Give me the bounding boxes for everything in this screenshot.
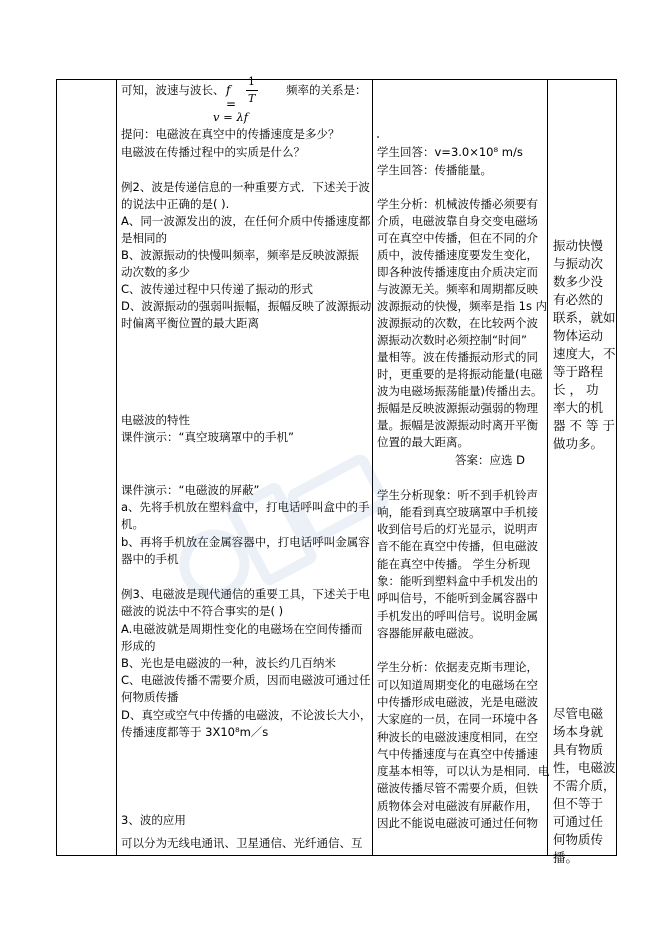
text-line: 课件演示：“电磁波的屏蔽”: [121, 483, 260, 497]
text-line: 磁波传播尽管不需要介质，但铁: [377, 781, 538, 795]
text-line: 机。: [121, 517, 144, 531]
text-line: 可以知道周期变化的电磁场在空: [377, 678, 538, 692]
text-line: 学生分析：依据麦克斯韦理论，: [377, 660, 538, 674]
text-line: 象：能听到塑料盒中手机发出的: [377, 574, 538, 588]
text-line: 度基本相等，可以认为是相同．电: [377, 764, 550, 778]
text-line: 尽管电磁: [553, 706, 604, 721]
text-line: 可在真空中传播，但在不同的介: [377, 231, 538, 245]
text-line: 例2、波是传递信息的一种重要方式．下述关于波: [121, 180, 370, 194]
text-line: 例3、电磁波是现代通信的重要工具，下述关于电: [121, 587, 370, 601]
formula-numerator: 1: [248, 75, 255, 88]
text-line: 具有物质: [553, 742, 604, 757]
text-line: 手机发出的呼叫信号。说明金属: [377, 609, 538, 623]
text-line: 波为电磁场振荡能量)传播出去。: [377, 384, 543, 398]
text-line: 有必然的: [553, 292, 604, 307]
text-line: D、真空或空气中传播的电磁波，不论波长大小，: [121, 708, 372, 722]
text-line: 不需介质，: [553, 778, 616, 793]
text-line: 时，更重要的是将振动能量(电磁: [377, 367, 543, 381]
text-line: 时偏离平衡位置的最大距离: [121, 316, 259, 330]
text-line: 频率的关系是：: [286, 83, 367, 97]
text-line: 形成的: [121, 639, 156, 653]
text-line: 即各种波传播速度由介质决定而: [377, 265, 538, 279]
text-line: 与振动次: [553, 256, 604, 271]
text-line: 磁波的说法中不符合事实的是( ): [121, 604, 284, 618]
wave-equation: v = λf: [213, 110, 248, 124]
student-activity-cell: [373, 80, 550, 855]
text-line: 学生分析：机械波传播必须要有: [377, 197, 538, 211]
text-line: 容器能屏蔽电磁波。: [377, 626, 481, 640]
text-line: B、波源振动的快慢叫频率，频率是反映波源振: [121, 248, 359, 262]
text-line: 音不能在真空中传播，但电磁波: [377, 539, 538, 553]
text-line: 呼叫信号，不能听到金属容器中: [377, 591, 538, 605]
text-line: 何物质传播: [121, 690, 179, 704]
answer-line: 答案：应选 D: [455, 453, 526, 467]
text-line: 可知，波速与波长、: [121, 83, 225, 97]
text-line: 长 ， 功: [553, 382, 599, 397]
formula-lhs: f =: [226, 83, 237, 111]
text-line: a、先将手机放在塑料盒中，打电话呼叫盒中的手: [121, 500, 370, 514]
text-line: 联系，就如: [553, 310, 616, 325]
text-line: 收到信号后的灯光显示，说明声: [377, 522, 538, 536]
text-line: 学生回答：传播能量。: [377, 163, 492, 177]
text-line: 量相等。波在传播振动形式的同: [377, 350, 538, 364]
text-line: 学生回答：v=3.0×10⁸ m/s: [377, 145, 523, 159]
text-line: 质中，波传播速度要发生变化，: [377, 248, 538, 262]
text-line: 大家庭的一员，在同一环境中各: [377, 712, 538, 726]
text-line: 但不等于: [553, 796, 604, 811]
text-line: 速度大，不: [553, 346, 616, 361]
text-line: 播。: [553, 850, 579, 865]
text-line: 动次数的多少: [121, 265, 190, 279]
text-line: A.电磁波就是周期性变化的电磁场在空间传播而: [121, 622, 363, 636]
design-notes-cell: [548, 80, 618, 865]
text-line: 可以分为无线电通讯、卫星通信、光纤通信、互: [121, 836, 363, 850]
text-line: 质物体会对电磁波有屏蔽作用，: [377, 799, 538, 813]
text-line: 的说法中正确的是( ).: [121, 197, 230, 211]
text-line: 能在真空中传播。 学生分析现: [377, 557, 531, 571]
text-line: 提问：电磁波在真空中的传播速度是多少？: [121, 127, 340, 141]
text-line: 是相同的: [121, 231, 167, 245]
text-line: 气中传播速度与在真空中传播速: [377, 747, 538, 761]
text-line: A、同一波源发出的波，在任何介质中传播速度都: [121, 214, 371, 228]
text-line: 数多少没: [553, 274, 604, 289]
left-margin-cell: [57, 80, 116, 855]
text-line: 器 不 等 于: [553, 418, 615, 433]
text-line: B、光也是电磁波的一种，波长约几百纳米: [121, 656, 336, 670]
text-line: C、波传递过程中只传递了振动的形式: [121, 282, 314, 296]
text-line: 中传播形成电磁波，光是电磁波: [377, 695, 538, 709]
text-line: 波源振动的快慢，频率是指 1s 内: [377, 299, 548, 313]
fraction-bar: [246, 90, 258, 91]
text-line: b、再将手机放在金属容器中，打电话呼叫金属容: [121, 535, 370, 549]
text-line: 传播速度都等于 3X10⁸m／s: [121, 725, 269, 739]
text-line: 物体运动: [553, 328, 604, 343]
text-line: 可通过任: [553, 814, 604, 829]
text-line: 波源振动的次数，在比较两个波: [377, 316, 538, 330]
text-line: 学生分析现象：听不到手机铃声: [377, 488, 538, 502]
text-line: 振幅是反映波源振动强弱的物理: [377, 401, 538, 415]
text-line: 介质，电磁波靠自身交变电磁场: [377, 214, 538, 228]
text-line: D、波源振动的强弱叫振幅，振幅反映了波源振动: [121, 299, 372, 313]
text-line: 响，能看到真空玻璃罩中手机接: [377, 505, 538, 519]
text-line: 器中的手机: [121, 552, 179, 566]
text-line: 率大的机: [553, 400, 604, 415]
text-line: 何物质传: [553, 832, 604, 847]
text-line: 电磁波在传播过程中的实质是什么？: [121, 145, 305, 159]
text-line: 电磁波的特性: [121, 413, 190, 427]
text-line: 与波源无关。频率和周期都反映: [377, 282, 538, 296]
text-line: 场本身就: [553, 724, 604, 739]
text-line: 做功多。: [553, 436, 604, 451]
formula-denominator: T: [248, 92, 256, 105]
text-line: 课件演示：“真空玻璃罩中的手机”: [121, 430, 294, 444]
text-line: 3、波的应用: [121, 813, 186, 827]
text-line: 源振动次数时必须控制“时间”: [377, 333, 527, 347]
text-line: 性，电磁波: [553, 760, 616, 775]
text-line: C、电磁波传播不需要介质，因而电磁波可通过任: [121, 673, 371, 687]
text-line: 振动快慢: [553, 238, 604, 253]
text-line: 种波长的电磁波速度相同，在空: [377, 730, 538, 744]
text-line: 等于路程: [553, 364, 604, 379]
text-line: 量。振幅是波源振动时离开平衡: [377, 418, 538, 432]
text-line: 位置的最大距离。: [377, 435, 469, 449]
stray-mark: [377, 136, 379, 138]
text-line: 因此不能说电磁波可通过任何物: [377, 816, 538, 830]
